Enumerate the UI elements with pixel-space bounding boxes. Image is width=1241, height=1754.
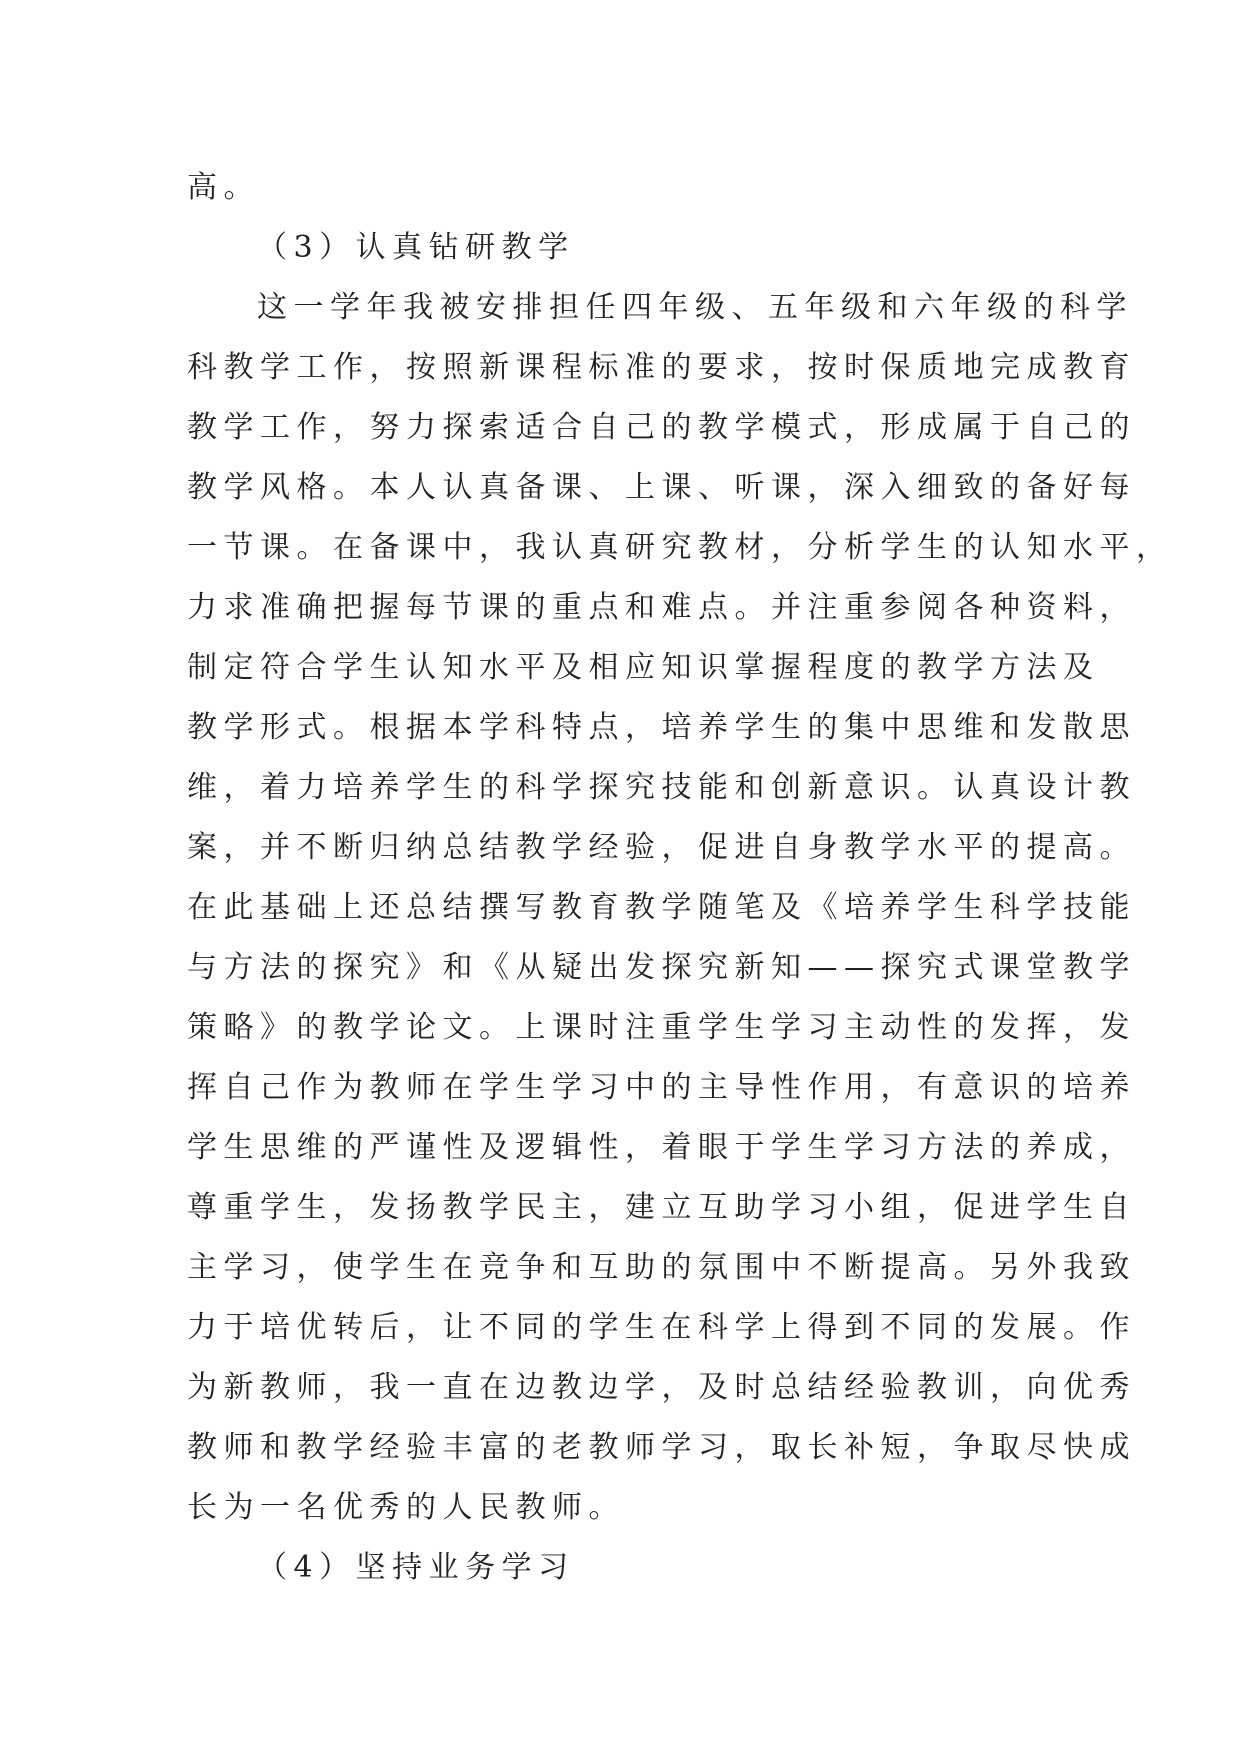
text-line: 长为一名优秀的人民教师。 — [187, 1490, 625, 1525]
text-line: 高。 — [187, 170, 260, 205]
text-line: 策略》的教学论文。上课时注重学生学习主动性的发挥，发 — [187, 1010, 1136, 1045]
text-line: 教学工作，努力探索适合自己的教学模式，形成属于自己的 — [187, 410, 1136, 445]
text-line: 制定符合学生认知水平及相应知识掌握程度的教学方法及 — [187, 650, 1100, 685]
section-heading-3: （3）认真钻研教学 — [257, 230, 575, 265]
text-line: 教师和教学经验丰富的老教师学习，取长补短，争取尽快成 — [187, 1430, 1136, 1465]
text-line: 学生思维的严谨性及逻辑性，着眼于学生学习方法的养成， — [187, 1130, 1136, 1165]
paragraph-first-line: 这一学年我被安排担任四年级、五年级和六年级的科学 — [257, 290, 1133, 325]
text-line: 在此基础上还总结撰写教育教学随笔及《培养学生科学技能 — [187, 890, 1136, 925]
text-line: 科教学工作，按照新课程标准的要求，按时保质地完成教育 — [187, 350, 1136, 385]
text-line: 挥自己作为教师在学生学习中的主导性作用，有意识的培养 — [187, 1070, 1136, 1105]
text-line: 为新教师，我一直在边教边学，及时总结经验教训，向优秀 — [187, 1370, 1136, 1405]
text-line: 一节课。在备课中，我认真研究教材，分析学生的认知水平， — [187, 530, 1173, 565]
text-line: 维，着力培养学生的科学探究技能和创新意识。认真设计教 — [187, 770, 1136, 805]
section-heading-4: （4）坚持业务学习 — [257, 1550, 575, 1585]
text-line: 教学形式。根据本学科特点，培养学生的集中思维和发散思 — [187, 710, 1136, 745]
text-line: 尊重学生，发扬教学民主，建立互助学习小组，促进学生自 — [187, 1190, 1136, 1225]
text-line: 与方法的探究》和《从疑出发探究新知——探究式课堂教学 — [187, 950, 1136, 985]
text-line: 主学习，使学生在竞争和互助的氛围中不断提高。另外我致 — [187, 1250, 1136, 1285]
text-line: 力求准确把握每节课的重点和难点。并注重参阅各种资料， — [187, 590, 1136, 625]
text-line: 案，并不断归纳总结教学经验，促进自身教学水平的提高。 — [187, 830, 1136, 865]
text-line: 教学风格。本人认真备课、上课、听课，深入细致的备好每 — [187, 470, 1136, 505]
body-text — [187, 158, 1173, 1598]
text-line: 力于培优转后，让不同的学生在科学上得到不同的发展。作 — [187, 1310, 1136, 1345]
